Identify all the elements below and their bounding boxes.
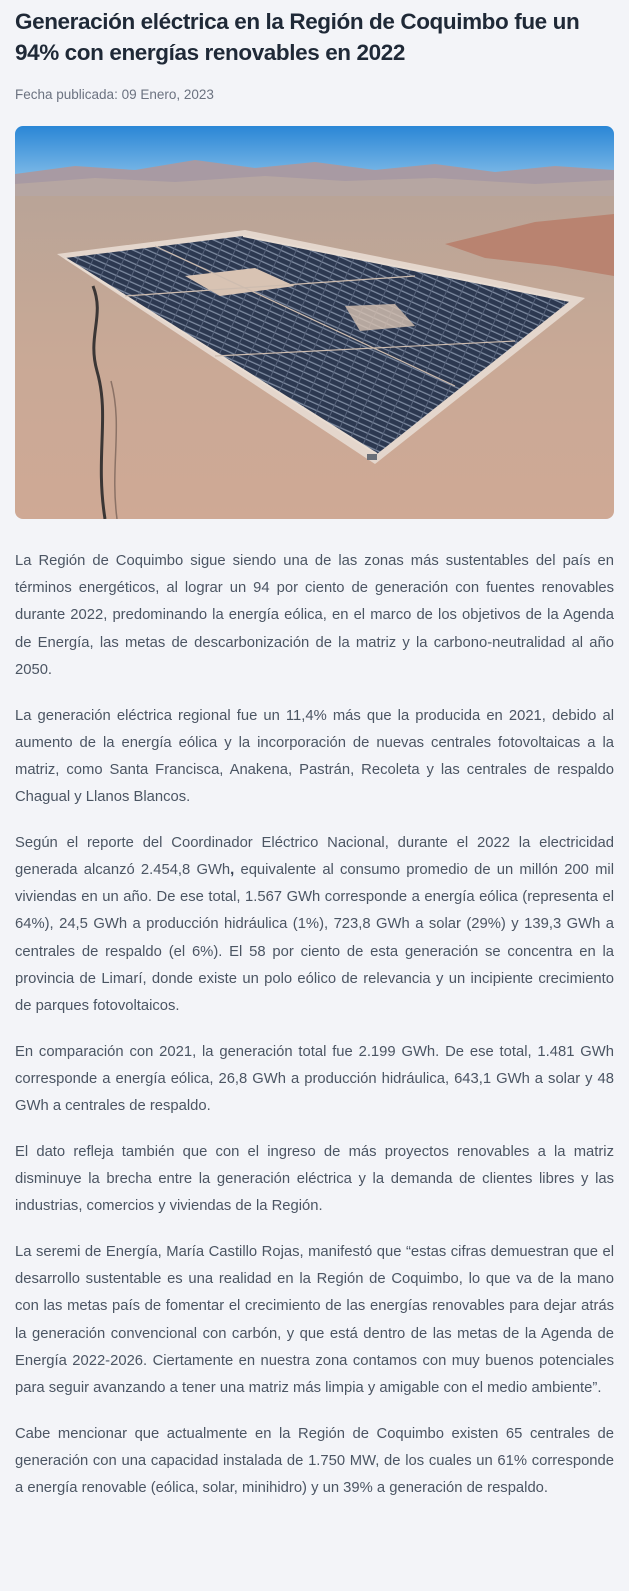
paragraph: El dato refleja también que con el ingreso de más proyectos renovables a la matriz disminuye la brecha entre la generación eléctrica y la demanda de clientes libres y las industrias, comercios y viviendas de la Región. — [15, 1143, 614, 1215]
article-body — [15, 548, 614, 1502]
paragraph: La generación eléctrica regional fue un 11,4% más que la producida en 2021, debido al aumento de la energía eólica y la incorporación de nuevas centrales fotovoltaicas a la matriz, como Santa Francisca, Anakena, Pastrán, Recoleta y las centrales de respaldo Chagual y Llanos Blancos. — [15, 707, 614, 806]
paragraph: En comparación con 2021, la generación total fue 2.199 GWh. De ese total, 1.481 GWh corresponde a energía eólica, 26,8 GWh a producción hidráulica, 643,1 GWh a solar y 48 GWh a centrales de respaldo. — [15, 1043, 614, 1115]
paragraph: La Región de Coquimbo sigue siendo una de las zonas más sustentables del país en términos energéticos, al lograr un 94 por ciento de generación con fuentes renovables durante 2022, predominando la energía eólica, en el marco de los objetivos de la Agenda de Energía, las metas de descarbonización de la matriz y la carbono-neutralidad al año 2050. — [15, 553, 614, 678]
paragraph-report-part2: equivalente al consumo promedio de un millón 200 mil viviendas en un año. De ese total, 1.567 GWh corresponde a energía eólica (representa el 64%), 24,5 GWh a producción hidráulica (1%), 723,8 GWh a solar (29%) y 139,3 GWh a centrales de respaldo (el 6%). El 58 por ciento de esta generación se concentra en la provincia de Limarí, donde existe un polo eólico de relevancia y un incipiente crecimiento de parques fotovoltaicos. — [15, 862, 614, 1015]
article-title: Generación eléctrica en la Región de Coquimbo fue un 94% con energías renovables en 2022 — [15, 9, 580, 65]
paragraph-report-part1: Según el reporte del Coordinador Eléctrico Nacional, durante el 2022 la electricidad generada alcanzó 2.454,8 GWh — [15, 834, 614, 879]
paragraph-report-bold: , — [230, 862, 235, 879]
publish-date: Fecha publicada: 09 Enero, 2023 — [15, 87, 214, 102]
paragraph-report — [15, 830, 614, 1020]
paragraph-quote: La seremi de Energía, María Castillo Rojas, manifestó que “estas cifras demuestran que el desarrollo sustentable es una realidad en la Región de Coquimbo, lo que va de la mano con las metas país de fomentar el crecimiento de las energías renovables para dejar atrás la generación convencional con carbón, y que está dentro de las metas de la Agenda de Energía 2022-2026. Ciertamente en nuestra zona contamos con muy buenos potenciales para seguir avanzando a tener una matriz más limpia y amigable con el medio ambiente”. — [15, 1243, 614, 1396]
paragraph: Cabe mencionar que actualmente en la Región de Coquimbo existen 65 centrales de generación con una capacidad instalada de 1.750 MW, de los cuales un 61% corresponde a energía renovable (eólica, solar, minihidro) y un 39% a generación de respaldo. — [15, 1425, 614, 1497]
article — [15, 0, 614, 1502]
hero-image-solar-plant — [15, 126, 614, 519]
